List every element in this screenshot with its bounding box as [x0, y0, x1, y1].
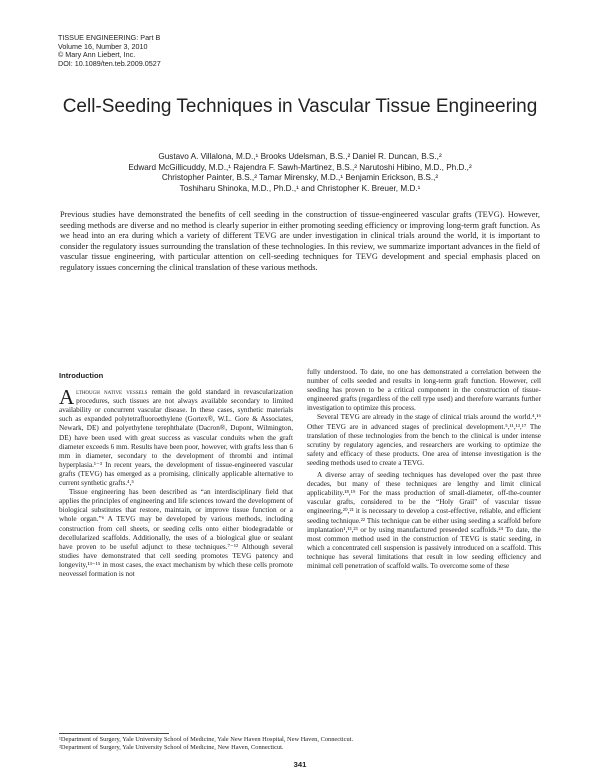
page-number: 341 — [293, 760, 307, 769]
abstract: Previous studies have demonstrated the benefits of cell seeding in the construction of tissue-engineered vascular grafts (TEVG). However, seeding methods are diverse and no method is clearly superior in either promoting seeding efficiency or improving long-term graft function. As we head into an era during which a variety of different TEVG are under investigation in clinical trials around the world, it is important to consider the regulatory issues surrounding the translation of these technologies. In this review, we summarize important advances in the field of vascular tissue engineering, with particular attention on cell-seeding techniques for TEVG development and special emphasis placed on regulatory issues concerning the clinical translation of these various methods. — [60, 210, 540, 272]
paper-title: Cell-Seeding Techniques in Vascular Tissue Engineering — [62, 96, 538, 117]
author-list — [0, 152, 600, 195]
footnote: ²Department of Surgery, Yale University School of Medicine, New Haven, Connecticut. — [59, 744, 284, 751]
author-line: Christopher Painter, B.S.,² Tamar Mirensky, M.D.,¹ Benjamin Erickson, B.S.,² — [161, 173, 439, 183]
section-heading: Introduction — [59, 371, 104, 380]
left-column — [59, 371, 293, 579]
author-line: Gustavo A. Villalona, M.D.,¹ Brooks Udelsman, B.S.,² Daniel R. Duncan, B.S.,² — [158, 152, 442, 161]
author-line: Toshiharu Shinoka, M.D., Ph.D.,¹ and Christopher K. Breuer, M.D.¹ — [179, 184, 421, 194]
journal-copyright: © Mary Ann Liebert, Inc. — [58, 50, 136, 60]
journal-doi: DOI: 10.1089/ten.teb.2009.0527 — [58, 58, 161, 68]
paragraph: Tissue engineering has been described as “an interdisciplinary field that applies the principles of engineering and life sciences toward the development of biological substitutes that restore, maintain, or improve tissue function or a whole organ.”⁶ A TEVG may be developed by various methods, including construction from cell sheets, or seeding cells onto either biodegradable or decellularized scaffolds. Additionally, the uses of a biological glue or sealant have proven to be useful adjunct to these techniques.⁷⁻¹² Although several studies have demonstrated that cell seeding promotes TEVG patency and longevity,¹³⁻¹⁵ in most cases, the exact mechanism by which these cells promote neovessel formation is not — [59, 488, 293, 578]
journal-name: TISSUE ENGINEERING: Part B — [58, 33, 161, 42]
paragraph: A diverse array of seeding techniques has developed over the past three decades, but many of these techniques are lengthy and limit clinical applicability.¹⁸,¹⁹ For the mass production of small-diameter, off-the-counter vascular grafts, considered to be the “Holy Grail” of vascular tissue engineering,²⁰,²¹ it is necessary to develop a cost-effective, reliable, and efficient seeding technique.²² This technique can be either using seeding a scaffold before implantation¹,¹³,²³ or by using manufactured preseeded scaffolds.²⁴ To date, the most common method used in the construction of TEVG is static seeding, in which a concentrated cell suspension is passively introduced on a scaffold. This technique has several limitations that result in low seeding efficiency and minimal cell penetration of scaffold walls. To overcome some of these — [307, 471, 541, 570]
journal-header — [58, 34, 161, 68]
author-line: Edward McGillicuddy, M.D.,¹ Rajendra F. Sawh-Martinez, B.S.,² Narutoshi Hibino, M.D., Ph.D.,² — [128, 162, 472, 172]
paragraph — [59, 385, 294, 488]
paragraph: Several TEVG are already in the stage of clinical trials around the world.⁴,¹⁶ Other TEVG are in advanced stages of preclinical development.⁵,¹¹,¹³,¹⁷ The translation of these technologies from the bench to the clinical is under intense scrutiny by regulatory agencies, and researchers are working to optimize the safety and efficacy of these products. One area of intense investigation is the seeding methods used to create a TEVG. — [307, 413, 541, 467]
paragraph-text: remain the gold standard in revascularization procedures, such tissues are not always available secondary to limited availability or concurrent vascular disease. In these cases, synthetic materials such as expanded polytetrafluoroethylene (Gortex®, W.L. Gore & Associates, Newark, DE) and polyethylene terephthalate (Dacron®, Dupont, Wilmington, DE) have been used with great success as vascular conduits when the graft diameter exceeds 6 mm. Results have been poor, however, with grafts less than 6 mm in diameter, secondary to the development of thrombi and intimal hyperplasia.¹⁻³ In recent years, the development of tissue-engineered vascular grafts (TEVG) has emerged as a promising, clinically applicable alternative to current synthetic grafts.⁴,⁵ — [59, 388, 294, 488]
journal-volume: Volume 16, Number 3, 2010 — [58, 41, 148, 51]
footnotes — [59, 736, 353, 752]
drop-cap: A — [59, 385, 75, 410]
paragraph: fully understood. To date, no one has demonstrated a correlation between the number of cells seeded and results in long-term graft function. However, cell seeding has proven to be a critical component in the construction of tissue-engineered grafts (regardless of the cell type used) and therefore warrants further investigation to optimize this process. — [307, 368, 541, 413]
footnote-divider — [59, 733, 169, 734]
lead-small-caps: lthough native vessels — [76, 388, 148, 397]
footnote: ¹Department of Surgery, Yale University School of Medicine, Yale New Haven Hospital, New Haven, Connecticut. — [59, 736, 354, 743]
right-column — [307, 368, 541, 571]
